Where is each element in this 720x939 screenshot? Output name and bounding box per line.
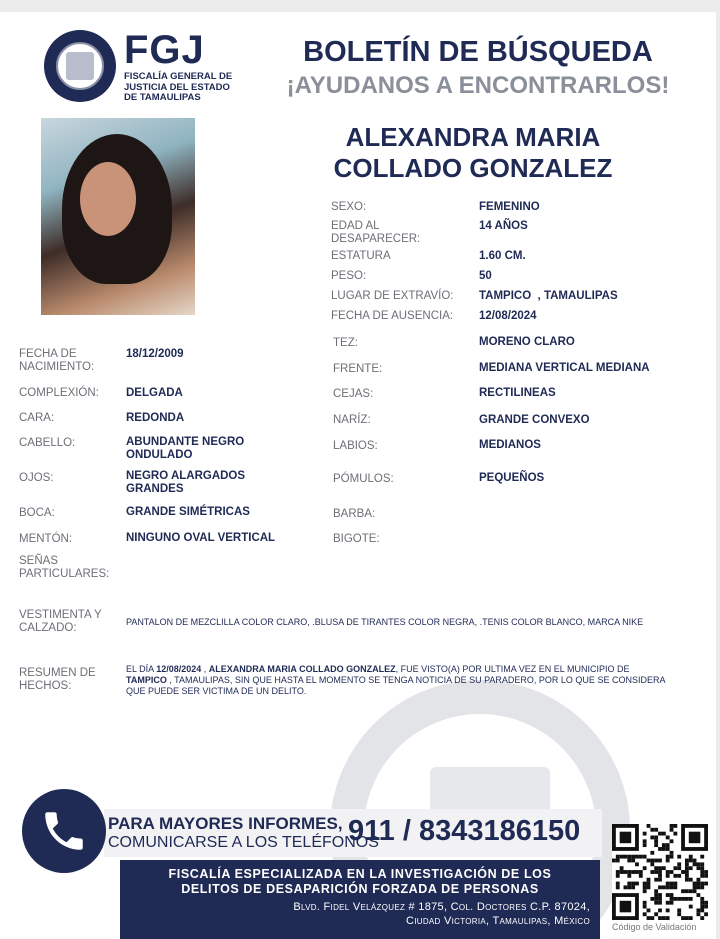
qr-label: Código de Validación bbox=[612, 922, 697, 932]
bulletin-sheet bbox=[0, 12, 716, 939]
contact-phone: 911 / 8343186150 bbox=[348, 815, 581, 847]
place-value: TAMPICO , TAMAULIPAS bbox=[479, 290, 618, 302]
birthdate-value: 18/12/2009 bbox=[126, 348, 184, 360]
sex-label: SEXO: bbox=[331, 201, 367, 213]
height-label: ESTATURA bbox=[331, 250, 391, 262]
person-name-line1: ALEXANDRA MARIA bbox=[345, 122, 601, 152]
eyes-value: NEGRO ALARGADOS GRANDES bbox=[126, 470, 246, 495]
agency-line2: DELITOS DE DESAPARICIÓN FORZADA DE PERSONAS bbox=[181, 882, 539, 896]
age-label: EDAD AL DESAPARECER: bbox=[331, 220, 421, 245]
eyes-label: OJOS: bbox=[19, 472, 54, 484]
summary-city: TAMPICO bbox=[126, 675, 167, 685]
summary-date: 12/08/2024 bbox=[156, 664, 202, 674]
build-value: DELGADA bbox=[126, 387, 183, 399]
summary-p3: , FUE VISTO(A) POR ULTIMA VEZ EN EL MUNICIPIO DE bbox=[395, 664, 630, 674]
summary-label: RESUMEN DE HECHOS: bbox=[19, 667, 96, 692]
sex-value: FEMENINO bbox=[479, 201, 540, 213]
person-name-line2: COLLADO GONZALEZ bbox=[333, 153, 613, 183]
cheekbones-value: PEQUEÑOS bbox=[479, 472, 545, 484]
height-value: 1.60 CM. bbox=[479, 250, 526, 262]
age-value: 14 AÑOS bbox=[479, 220, 528, 232]
eyebrows-label: CEJAS: bbox=[333, 388, 374, 400]
phone-glyph bbox=[39, 806, 89, 856]
complexion-tone-value: MORENO CLARO bbox=[479, 336, 575, 348]
person-name bbox=[318, 122, 628, 184]
marks-label: SEÑAS PARTICULARES: bbox=[19, 555, 110, 580]
lips-value: MEDIANOS bbox=[479, 439, 541, 451]
build-label: COMPLEXIÓN: bbox=[19, 387, 99, 399]
forehead-value: MEDIANA VERTICAL MEDIANA bbox=[479, 362, 650, 374]
person-photo-face bbox=[80, 162, 136, 236]
mouth-label: BOCA: bbox=[19, 507, 55, 519]
face-value: REDONDA bbox=[126, 412, 185, 424]
weight-value: 50 bbox=[479, 270, 492, 282]
summary-name: ALEXANDRA MARIA COLLADO GONZALEZ bbox=[208, 664, 396, 674]
contact-line1: PARA MAYORES INFORMES, bbox=[108, 814, 343, 833]
lips-label: LABIOS: bbox=[333, 440, 378, 452]
fgj-seal-shield bbox=[66, 52, 94, 80]
hair-value: ABUNDANTE NEGRO ONDULADO bbox=[126, 436, 245, 461]
clothing-label: VESTIMENTA Y CALZADO: bbox=[19, 609, 102, 634]
address-line1: Blvd. Fidel Velázquez # 1875, Col. Doctores C.P. 87024, bbox=[293, 901, 590, 913]
complexion-tone-label: TEZ: bbox=[333, 337, 358, 349]
beard-label: BARBA: bbox=[333, 508, 376, 520]
contact-line2: COMUNICARSE A LOS TELÉFONOS bbox=[108, 834, 379, 851]
nose-value: GRANDE CONVEXO bbox=[479, 414, 590, 426]
place-label: LUGAR DE EXTRAVÍO: bbox=[331, 290, 454, 302]
chin-value: NINGUNO OVAL VERTICAL bbox=[126, 532, 276, 544]
bulletin-subtitle: ¡AYUDANOS A ENCONTRARLOS! bbox=[286, 72, 670, 99]
fgj-logo-text: FGJ bbox=[124, 28, 205, 72]
summary-p4: , TAMAULIPAS, SIN QUE HASTA EL MOMENTO SE TENGA NOTICIA DE SU PARADERO, POR LO QUE SE CONSIDERA QUE PUEDE SER VICTIMA DE UN DELITO. bbox=[126, 675, 665, 696]
qr-code[interactable] bbox=[612, 824, 708, 920]
agency-address bbox=[120, 900, 590, 928]
eyebrows-value: RECTILINEAS bbox=[479, 387, 556, 399]
mustache-label: BIGOTE: bbox=[333, 533, 380, 545]
forehead-label: FRENTE: bbox=[333, 363, 383, 375]
bulletin-title: BOLETÍN DE BÚSQUEDA bbox=[303, 36, 653, 68]
summary-p2: , bbox=[201, 664, 209, 674]
agency-name bbox=[120, 867, 600, 897]
mouth-value: GRANDE SIMÉTRICAS bbox=[126, 506, 250, 518]
phone-icon bbox=[22, 789, 106, 873]
birthdate-label: FECHA DE NACIMIENTO: bbox=[19, 348, 95, 373]
chin-label: MENTÓN: bbox=[19, 533, 73, 545]
weight-label: PESO: bbox=[331, 270, 367, 282]
absence-date-value: 12/08/2024 bbox=[479, 310, 537, 322]
nose-label: NARÍZ: bbox=[333, 414, 371, 426]
address-line2: Ciudad Victoria, Tamaulipas, México bbox=[405, 915, 590, 927]
summary-text bbox=[126, 664, 666, 697]
cheekbones-label: PÓMULOS: bbox=[333, 473, 394, 485]
clothing-value: PANTALON DE MEZCLILLA COLOR CLARO, .BLUSA DE TIRANTES COLOR NEGRA, .TENIS COLOR BLANCO, MARCA NIKE bbox=[126, 617, 644, 627]
hair-label: CABELLO: bbox=[19, 437, 76, 449]
summary-p1: EL DÍA bbox=[126, 664, 157, 674]
qr-code-image bbox=[612, 824, 708, 920]
agency-line1: FISCALÍA ESPECIALIZADA EN LA INVESTIGACIÓN DE LOS bbox=[168, 867, 552, 881]
absence-date-label: FECHA DE AUSENCIA: bbox=[331, 310, 454, 322]
fgj-logo-subtitle: FISCALÍA GENERAL DE JUSTICIA DEL ESTADO DE TAMAULIPAS bbox=[124, 71, 233, 103]
face-label: CARA: bbox=[19, 412, 55, 424]
